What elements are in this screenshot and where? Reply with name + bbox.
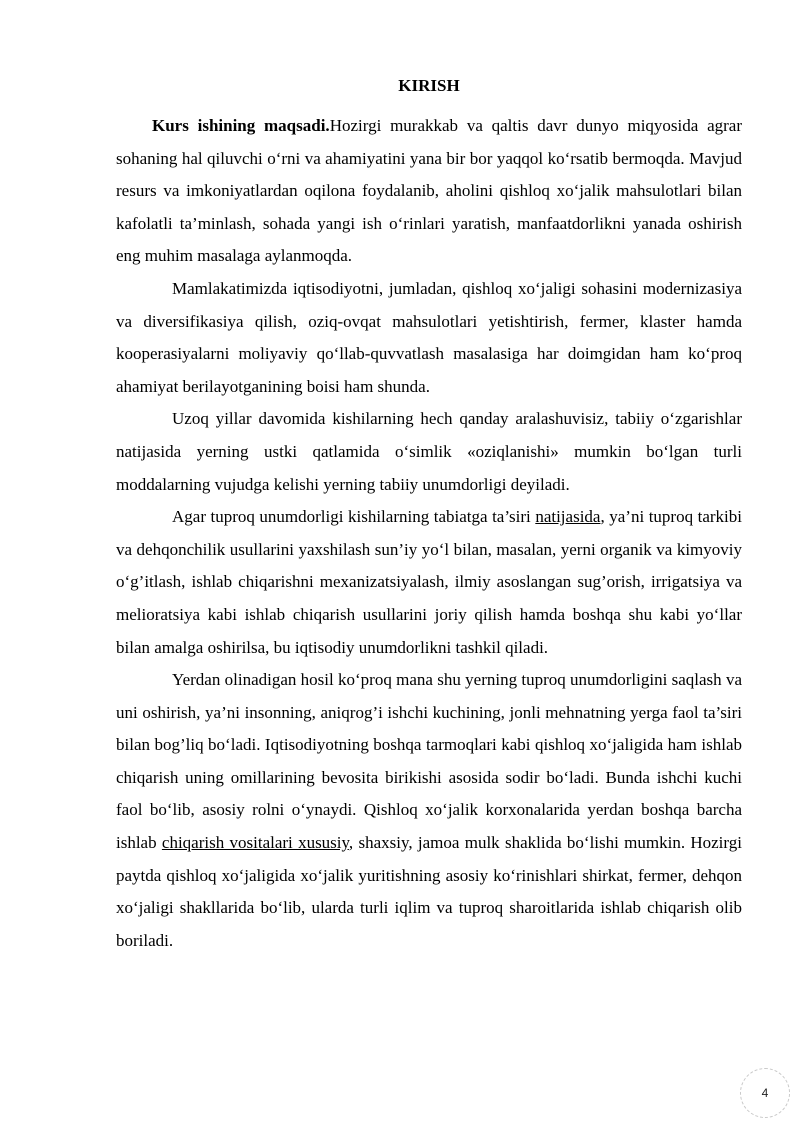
p5-text-b: , shaxsiy, jamoa mulk shaklida bo‘lishi mumkin. Hozirgi paytda qishloq xo‘jaligida xo‘jalik yuritishning asosiy ko‘rinishlari shirkat, fermer, dehqon xo‘jaligi shakllarida bo‘lib, ularda turli iqlim va tuproq sharoitlarida ishlab chiqarish olib boriladi. xyxy=(116,833,742,950)
intro-lead: Kurs ishining maqsadi. xyxy=(152,116,330,135)
section-title: KIRISH xyxy=(398,76,460,95)
paragraph-intro xyxy=(116,110,742,273)
intro-text: Hozirgi murakkab va qaltis davr dunyo miqyosida agrar sohaning hal qiluvchi o‘rni va ahamiyatini yana bir bor yaqqol ko‘rsatib bermoqda. Mavjud resurs va imkoniyatlardan oqilona foydalanib, aholini qishloq xo‘jalik mahsulotlari bilan kafolatli ta’minlash, sohada yangi ish o‘rinlari yaratish, manfaatdorlikni yanada oshirish eng muhim masalaga aylanmoqda. xyxy=(116,116,742,266)
paragraph-2: Mamlakatimizda iqtisodiyotni, jumladan, qishloq xo‘jaligi sohasini modernizasiya va diversifikasiya qilish, oziq-ovqat mahsulotlari yetishtirish, fermer, klaster hamda kooperasiyalarni moliyaviy qo‘llab-quvvatlash masalasiga har doimgidan ham ko‘proq ahamiyat berilayotganining boisi ham shunda. xyxy=(116,278,742,396)
document-page xyxy=(116,72,742,957)
p5-underlined: chiqarish vositalari xususiy xyxy=(161,833,349,853)
p4-underlined: natijasida xyxy=(535,507,601,527)
p4-text-b: , ya’ni tuproq tarkibi va dehqonchilik usullarini yaxshilash sun’iy yo‘l bilan, masalan, yerni organik va kimyoviy o‘g’itlash, ishlab chiqarishni mexanizatsiyalash, ilmiy asoslangan sug’orish, irrigatsiya va melioratsiya kabi ishlab chiqarish usullarini joriy qilish hamda boshqa shu kabi yo‘llar bilan amalga oshirilsa, bu iqtisodiy unumdorlikni tashkil qiladi. xyxy=(116,507,742,657)
p5-text-a: Yerdan olinadigan hosil ko‘proq mana shu yerning tuproq unumdorligini saqlash va uni oshirish, ya’ni insonning, aniqrog’i ishchi kuchining, jonli mehnatning yerga faol ta’siri bilan bog’liq bo‘ladi. Iqtisodiyotning boshqa tarmoqlari kabi qishloq xo‘jaligida ham ishlab chiqarish uning omillarining bevosita birikishi asosida sodir bo‘ladi. Bunda ishchi kuchi faol bo‘lib, asosiy rolni o‘ynaydi. Qishloq xo‘jalik korxonalarida yerdan boshqa barcha ishlab xyxy=(116,670,742,853)
paragraph-5 xyxy=(116,664,742,957)
paragraph-3: Uzoq yillar davomida kishilarning hech qanday aralashuvisiz, tabiiy o‘zgarishlar natijasida yerning ustki qatlamida o‘simlik «oziqlanishi» mumkin bo‘lgan turli moddalarning vujudga kelishi yerning tabiiy unumdorligi deyiladi. xyxy=(116,409,742,494)
paragraph-4 xyxy=(116,501,742,664)
p4-text-a: Agar tuproq unumdorligi kishilarning tabiatga ta’siri xyxy=(172,507,536,527)
page-number: 4 xyxy=(740,1068,790,1118)
